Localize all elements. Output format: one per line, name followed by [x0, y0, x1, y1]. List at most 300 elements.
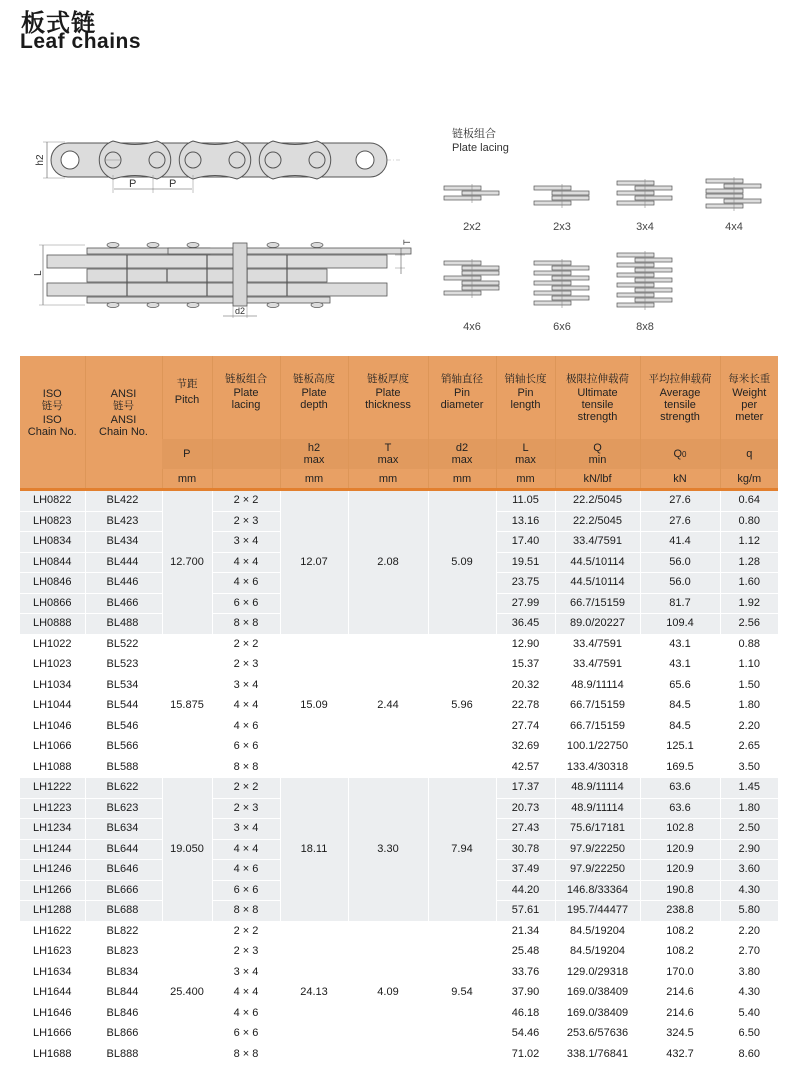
- lacing-symbol: [212, 439, 280, 469]
- plate-lacing-diagram: [442, 258, 502, 299]
- pin-length-cell: 33.76: [496, 962, 555, 983]
- plate-rect: [617, 201, 654, 205]
- thickness-unit: mm: [348, 469, 428, 490]
- plate-rect: [706, 179, 743, 183]
- pin-length-cell: 27.43: [496, 819, 555, 840]
- depth-unit: mm: [280, 469, 348, 490]
- weight-cell: 4.30: [720, 880, 778, 901]
- pin-length-cell: 30.78: [496, 839, 555, 860]
- pitch-unit: mm: [162, 469, 212, 490]
- ansi-chain-no: BL434: [85, 532, 162, 553]
- plate-lacing-diagram: [532, 258, 592, 309]
- iso-chain-no: LH1266: [20, 880, 85, 901]
- plate-rect: [534, 291, 571, 295]
- weight-cell: 6.50: [720, 1024, 778, 1045]
- ansi-chain-no: BL423: [85, 511, 162, 532]
- ultimate-strength-cell: 146.8/33364: [555, 880, 640, 901]
- pin-length-cell: 23.75: [496, 573, 555, 594]
- weight-cell: 5.40: [720, 1003, 778, 1024]
- average-strength-cell: 190.8: [640, 880, 720, 901]
- depth-symbol: [280, 439, 348, 469]
- iso-chain-no: LH1022: [20, 634, 85, 655]
- pin-length-cell: 20.32: [496, 675, 555, 696]
- pin-length-cell: 46.18: [496, 1003, 555, 1024]
- pitch-cell: 12.700: [162, 490, 212, 635]
- plate-lacing-cell: 4 × 4: [212, 696, 280, 717]
- ansi-chain-no: BL623: [85, 798, 162, 819]
- plate-rect: [444, 291, 481, 295]
- pin-length-unit: mm: [496, 469, 555, 490]
- table-row: [20, 921, 778, 942]
- weight-unit: kg/m: [720, 469, 778, 490]
- pin-diameter-cell: 9.54: [428, 921, 496, 1065]
- average-strength-cell: 108.2: [640, 921, 720, 942]
- pin-length-cell: 11.05: [496, 490, 555, 512]
- iso-chain-no: LH1088: [20, 757, 85, 778]
- plate-lacing-label: 2x3: [553, 221, 571, 233]
- average-strength-cell: 432.7: [640, 1044, 720, 1065]
- plate-lacing-cell: 3 × 4: [212, 675, 280, 696]
- plate-lacing-diagram: [615, 178, 675, 209]
- pin-length-cell: 15.37: [496, 655, 555, 676]
- weight-cell: 3.50: [720, 757, 778, 778]
- plate-rect: [552, 276, 589, 280]
- plate-lacing-cell: 2 × 3: [212, 942, 280, 963]
- iso-chain-no: LH1622: [20, 921, 85, 942]
- plate-rect: [462, 281, 499, 285]
- plate-rect: [462, 286, 499, 290]
- ansi-chain-no: BL566: [85, 737, 162, 758]
- average-strength-cell: 63.6: [640, 778, 720, 799]
- ansi-chain-no: BL666: [85, 880, 162, 901]
- pin-length-cell: 25.48: [496, 942, 555, 963]
- ansi-chain-no: BL422: [85, 490, 162, 512]
- plate-rect: [552, 196, 589, 200]
- plate-thickness-cell: 4.09: [348, 921, 428, 1065]
- ansi-chain-no: BL466: [85, 593, 162, 614]
- ansi-chain-no: BL823: [85, 942, 162, 963]
- pin-diameter-symbol-text: d2 max: [451, 442, 473, 466]
- page-title-cn: 板式链: [21, 9, 96, 37]
- iso-chain-no: LH1634: [20, 962, 85, 983]
- plate-rect: [534, 201, 571, 205]
- pitch-cell: 15.875: [162, 634, 212, 778]
- pin-length-cell: 44.20: [496, 880, 555, 901]
- ultimate-strength-cell: 33.4/7591: [555, 634, 640, 655]
- weight-cell: 0.80: [720, 511, 778, 532]
- iso-chain-no: LH0822: [20, 490, 85, 512]
- plate-depth-cell: 24.13: [280, 921, 348, 1065]
- plate-lacing-8x8: [610, 250, 680, 333]
- average-strength-cell: 169.5: [640, 757, 720, 778]
- average-strength-cell: 120.9: [640, 860, 720, 881]
- iso-chain-no: LH1288: [20, 901, 85, 922]
- iso-chain-no: LH1066: [20, 737, 85, 758]
- average-strength-cell: 324.5: [640, 1024, 720, 1045]
- ultimate-strength-cell: 48.9/11114: [555, 778, 640, 799]
- plate-lacing-cell: 2 × 2: [212, 921, 280, 942]
- pin-length-cell: 71.02: [496, 1044, 555, 1065]
- table-row: [20, 634, 778, 655]
- average-strength-cell: 109.4: [640, 614, 720, 635]
- iso-chain-no: LH1034: [20, 675, 85, 696]
- average-strength-cell: 214.6: [640, 1003, 720, 1024]
- pitch-cell: 19.050: [162, 778, 212, 922]
- ultimate-strength-cell: 44.5/10114: [555, 552, 640, 573]
- plate-rect: [635, 258, 672, 262]
- plate-rect: [534, 261, 571, 265]
- pitch-cell: 25.400: [162, 921, 212, 1065]
- average-strength-cell: 120.9: [640, 839, 720, 860]
- plate-rect: [444, 276, 481, 280]
- average-strength-cell: 63.6: [640, 798, 720, 819]
- pin-length-cell: 37.90: [496, 983, 555, 1004]
- plate-rect: [617, 253, 654, 257]
- plate-lacing-label: 4x4: [725, 221, 743, 233]
- plate-rect: [635, 186, 672, 190]
- plate-rect: [617, 263, 654, 267]
- ansi-chain-no: BL446: [85, 573, 162, 594]
- plate-thickness-cell: 2.44: [348, 634, 428, 778]
- plate-lacing-cell: 8 × 8: [212, 757, 280, 778]
- weight-cell: 1.28: [720, 552, 778, 573]
- weight-cell: 2.90: [720, 839, 778, 860]
- weight-cell: 2.20: [720, 716, 778, 737]
- iso-chain-no: LH0844: [20, 552, 85, 573]
- ansi-chain-no: BL644: [85, 839, 162, 860]
- plate-rect: [534, 301, 571, 305]
- table-group: [20, 921, 778, 1065]
- plate-rect: [552, 191, 589, 195]
- plate-lacing-label: 4x6: [463, 321, 481, 333]
- plate-rect: [462, 191, 499, 195]
- plate-depth-cell: 18.11: [280, 778, 348, 922]
- plate-lacing-title: [452, 127, 509, 155]
- plate-lacing-cell: 3 × 4: [212, 532, 280, 553]
- col-pin-length-header: 销轴长度 Pin length: [496, 356, 555, 439]
- plate-lacing-cell: 2 × 2: [212, 490, 280, 512]
- ultimate-strength-cell: 169.0/38409: [555, 983, 640, 1004]
- ansi-chain-no: BL888: [85, 1044, 162, 1065]
- plate-lacing-cell: 2 × 2: [212, 778, 280, 799]
- plate-rect: [462, 271, 499, 275]
- ultimate-strength-cell: 84.5/19204: [555, 921, 640, 942]
- ansi-chain-no: BL866: [85, 1024, 162, 1045]
- ansi-chain-no: BL688: [85, 901, 162, 922]
- leaf-chain-spec-table: [20, 356, 778, 1065]
- pin-length-cell: 37.49: [496, 860, 555, 881]
- plate-lacing-cell: 2 × 3: [212, 511, 280, 532]
- plate-rect: [534, 281, 571, 285]
- plate-rect: [724, 184, 761, 188]
- plate-lacing-6x6: [527, 258, 597, 333]
- plate-rect: [617, 191, 654, 195]
- pin-length-cell: 21.34: [496, 921, 555, 942]
- ultimate-strength-cell: 75.6/17181: [555, 819, 640, 840]
- plate-lacing-diagram: [532, 183, 592, 209]
- weight-cell: 1.80: [720, 798, 778, 819]
- average-strength-cell: 27.6: [640, 511, 720, 532]
- ultimate-strength-cell: 97.9/22250: [555, 839, 640, 860]
- col-depth-header: 链板高度 Plate depth: [280, 356, 348, 439]
- h2-label: h2: [35, 154, 46, 166]
- plate-lacing-cell: 8 × 8: [212, 901, 280, 922]
- ansi-chain-no: BL488: [85, 614, 162, 635]
- average-strength-cell: 81.7: [640, 593, 720, 614]
- ultimate-strength-cell: 133.4/30318: [555, 757, 640, 778]
- plate-lacing-cell: 2 × 3: [212, 798, 280, 819]
- plate-lacing-cell: 6 × 6: [212, 880, 280, 901]
- plate-depth-cell: 12.07: [280, 490, 348, 635]
- pin-length-cell: 20.73: [496, 798, 555, 819]
- iso-chain-no: LH0888: [20, 614, 85, 635]
- weight-cell: 3.80: [720, 962, 778, 983]
- weight-cell: 8.60: [720, 1044, 778, 1065]
- weight-cell: 3.60: [720, 860, 778, 881]
- plate-lacing-cell: 6 × 6: [212, 593, 280, 614]
- plate-thickness-cell: 3.30: [348, 778, 428, 922]
- iso-chain-no: LH1666: [20, 1024, 85, 1045]
- weight-cell: 2.50: [720, 819, 778, 840]
- weight-cell: 5.80: [720, 901, 778, 922]
- average-strength-cell: 84.5: [640, 716, 720, 737]
- ansi-chain-no: BL546: [85, 716, 162, 737]
- weight-cell: 0.64: [720, 490, 778, 512]
- iso-chain-no: LH1234: [20, 819, 85, 840]
- iso-chain-no: LH1023: [20, 655, 85, 676]
- iso-chain-no: LH1046: [20, 716, 85, 737]
- ansi-chain-no: BL834: [85, 962, 162, 983]
- ultimate-strength-cell: 169.0/38409: [555, 1003, 640, 1024]
- plate-rect: [444, 261, 481, 265]
- weight-symbol: q: [720, 439, 778, 469]
- ultimate-strength-cell: 33.4/7591: [555, 655, 640, 676]
- table-row: [20, 778, 778, 799]
- ultimate-strength-cell: 195.7/44477: [555, 901, 640, 922]
- leaf-chain-drawing: [25, 115, 425, 330]
- ansi-chain-no: BL544: [85, 696, 162, 717]
- ultimate-strength-cell: 89.0/20227: [555, 614, 640, 635]
- average-symbol: Q0: [640, 439, 720, 469]
- pin-length-cell: 54.46: [496, 1024, 555, 1045]
- plate-lacing-cell: 4 × 6: [212, 573, 280, 594]
- ansi-chain-no: BL444: [85, 552, 162, 573]
- lacing-unit: [212, 469, 280, 490]
- pin-length-cell: 27.99: [496, 593, 555, 614]
- col-pitch-header: 节距 Pitch: [162, 356, 212, 439]
- pin-diameter-unit: mm: [428, 469, 496, 490]
- plate-lacing-4x4: [699, 176, 769, 233]
- plate-lacing-diagram: [704, 176, 764, 212]
- plate-lacing-cell: 2 × 3: [212, 655, 280, 676]
- plate-lacing-title-en: Plate lacing: [452, 142, 509, 154]
- col-lacing-header: 链板组合 Plate lacing: [212, 356, 280, 439]
- ansi-chain-no: BL846: [85, 1003, 162, 1024]
- plate-depth-cell: 15.09: [280, 634, 348, 778]
- average-strength-cell: 84.5: [640, 696, 720, 717]
- weight-cell: 1.12: [720, 532, 778, 553]
- average-strength-cell: 108.2: [640, 942, 720, 963]
- plate-lacing-title-cn: 链板组合: [452, 128, 496, 140]
- average-strength-cell: 102.8: [640, 819, 720, 840]
- weight-cell: 0.88: [720, 634, 778, 655]
- weight-cell: 1.60: [720, 573, 778, 594]
- plate-lacing-cell: 2 × 2: [212, 634, 280, 655]
- plate-lacing-label: 3x4: [636, 221, 654, 233]
- pin-length-cell: 13.16: [496, 511, 555, 532]
- plate-lacing-cell: 6 × 6: [212, 1024, 280, 1045]
- ultimate-strength-cell: 97.9/22250: [555, 860, 640, 881]
- pin-diameter-cell: 5.96: [428, 634, 496, 778]
- pin-diameter-cell: 5.09: [428, 490, 496, 635]
- plate-lacing-cell: 4 × 6: [212, 716, 280, 737]
- ansi-chain-no: BL522: [85, 634, 162, 655]
- average-strength-cell: 170.0: [640, 962, 720, 983]
- plate-rect: [552, 286, 589, 290]
- ultimate-strength-cell: 84.5/19204: [555, 942, 640, 963]
- pin-length-cell: 32.69: [496, 737, 555, 758]
- pitch-label-1: P: [129, 178, 137, 190]
- iso-chain-no: LH1044: [20, 696, 85, 717]
- ultimate-strength-cell: 66.7/15159: [555, 716, 640, 737]
- plate-rect: [534, 186, 571, 190]
- plate-lacing-cell: 3 × 4: [212, 819, 280, 840]
- plate-lacing-cell: 4 × 6: [212, 1003, 280, 1024]
- plate-rect: [617, 303, 654, 307]
- ultimate-strength-cell: 33.4/7591: [555, 532, 640, 553]
- iso-chain-no: LH0823: [20, 511, 85, 532]
- plate-rect: [635, 278, 672, 282]
- iso-chain-no: LH1646: [20, 1003, 85, 1024]
- plate-rect: [706, 194, 743, 198]
- ultimate-strength-cell: 44.5/10114: [555, 573, 640, 594]
- ansi-unit: [85, 469, 162, 490]
- plate-rect: [552, 296, 589, 300]
- plate-lacing-2x2: [437, 183, 507, 233]
- ansi-chain-no: BL822: [85, 921, 162, 942]
- page-title-en: Leaf chains: [20, 30, 142, 53]
- ultimate-strength-cell: 22.2/5045: [555, 511, 640, 532]
- plate-lacing-cell: 8 × 8: [212, 614, 280, 635]
- ultimate-strength-cell: 66.7/15159: [555, 593, 640, 614]
- plate-rect: [724, 199, 761, 203]
- col-thickness-header: 链板厚度 Plate thickness: [348, 356, 428, 439]
- pin-length-cell: 12.90: [496, 634, 555, 655]
- weight-cell: 1.45: [720, 778, 778, 799]
- ultimate-strength-cell: 48.9/11114: [555, 798, 640, 819]
- plate-thickness-cell: 2.08: [348, 490, 428, 635]
- plate-lacing-cell: 3 × 4: [212, 962, 280, 983]
- plate-rect: [444, 196, 481, 200]
- average-strength-cell: 65.6: [640, 675, 720, 696]
- col-pin-diameter-header: 销轴直径 Pin diameter: [428, 356, 496, 439]
- ansi-chain-no: BL634: [85, 819, 162, 840]
- plate-rect: [635, 268, 672, 272]
- table-row: [20, 490, 778, 512]
- plate-rect: [552, 266, 589, 270]
- ansi-chain-no: BL844: [85, 983, 162, 1004]
- pin-diameter-symbol: [428, 439, 496, 469]
- plate-rect: [635, 298, 672, 302]
- depth-symbol-text: h2 max: [303, 442, 325, 466]
- pitch-label-2: P: [169, 178, 177, 190]
- average-strength-cell: 56.0: [640, 573, 720, 594]
- plate-rect: [444, 186, 481, 190]
- pin-length-cell: 22.78: [496, 696, 555, 717]
- average-strength-cell: 125.1: [640, 737, 720, 758]
- ansi-chain-no: BL622: [85, 778, 162, 799]
- average-strength-cell: 43.1: [640, 634, 720, 655]
- iso-chain-no: LH1244: [20, 839, 85, 860]
- iso-chain-no: LH1223: [20, 798, 85, 819]
- iso-chain-no: LH1222: [20, 778, 85, 799]
- average-strength-cell: 43.1: [640, 655, 720, 676]
- ultimate-strength-cell: 100.1/22750: [555, 737, 640, 758]
- ansi-chain-no: BL534: [85, 675, 162, 696]
- ansi-chain-no: BL523: [85, 655, 162, 676]
- col-ultimate-header: 极限拉伸载荷 Ultimate tensile strength: [555, 356, 640, 439]
- col-iso-header: ISO 链号 ISO Chain No.: [20, 356, 85, 469]
- plate-rect: [462, 266, 499, 270]
- iso-chain-no: LH1246: [20, 860, 85, 881]
- plate-lacing-diagram: [615, 250, 675, 311]
- plate-lacing-3x4: [610, 178, 680, 233]
- plate-lacing-cell: 8 × 8: [212, 1044, 280, 1065]
- pin-diameter-cell: 7.94: [428, 778, 496, 922]
- col-ansi-header: ANSI 链号 ANSI Chain No.: [85, 356, 162, 469]
- plate-lacing-4x6: [437, 258, 507, 333]
- weight-cell: 1.10: [720, 655, 778, 676]
- weight-cell: 2.70: [720, 942, 778, 963]
- ultimate-strength-cell: 48.9/11114: [555, 675, 640, 696]
- iso-unit: [20, 469, 85, 490]
- weight-cell: 1.80: [720, 696, 778, 717]
- average-strength-cell: 214.6: [640, 983, 720, 1004]
- iso-chain-no: LH0866: [20, 593, 85, 614]
- weight-cell: 1.92: [720, 593, 778, 614]
- ansi-chain-no: BL646: [85, 860, 162, 881]
- weight-cell: 2.56: [720, 614, 778, 635]
- plate-lacing-label: 8x8: [636, 321, 654, 333]
- pin-diameter-label: d2: [235, 306, 246, 316]
- ultimate-strength-cell: 253.6/57636: [555, 1024, 640, 1045]
- iso-chain-no: LH0834: [20, 532, 85, 553]
- pin-length-cell: 19.51: [496, 552, 555, 573]
- thickness-symbol: T max: [348, 439, 428, 469]
- table-group: [20, 778, 778, 922]
- plate-lacing-cell: 4 × 4: [212, 839, 280, 860]
- pin-length-cell: 17.37: [496, 778, 555, 799]
- average-strength-cell: 56.0: [640, 552, 720, 573]
- plate-rect: [706, 189, 743, 193]
- plate-lacing-diagram: [442, 183, 502, 204]
- pin-length-cell: 42.57: [496, 757, 555, 778]
- plate-lacing-label: 6x6: [553, 321, 571, 333]
- pin-length-cell: 36.45: [496, 614, 555, 635]
- average-unit: kN: [640, 469, 720, 490]
- ansi-chain-no: BL588: [85, 757, 162, 778]
- plate-lacing-2x3: [527, 183, 597, 233]
- plate-rect: [617, 293, 654, 297]
- plate-rect: [617, 273, 654, 277]
- length-label: L: [33, 270, 44, 276]
- pin-length-cell: 17.40: [496, 532, 555, 553]
- ultimate-strength-cell: 66.7/15159: [555, 696, 640, 717]
- average-strength-cell: 27.6: [640, 490, 720, 512]
- weight-cell: 2.20: [720, 921, 778, 942]
- iso-chain-no: LH1688: [20, 1044, 85, 1065]
- weight-cell: 4.30: [720, 983, 778, 1004]
